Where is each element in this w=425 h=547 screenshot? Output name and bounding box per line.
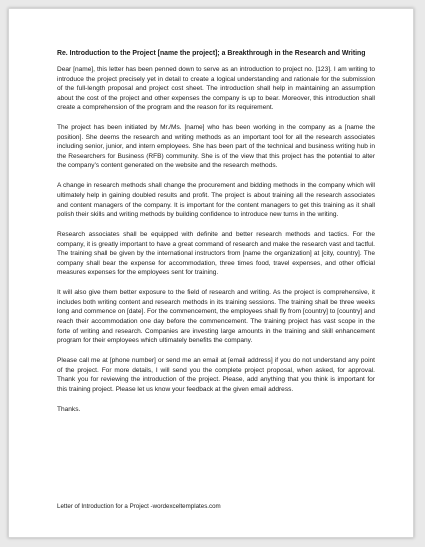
paragraph-contact: Please call me at [phone number] or send me an email at [email address] if you do not understand any point of the project. For more details, I will send you the complete project proposal, when asked, for approval. Thank you for reviewing the introduction of the project. Please, add anything that you think is important for this training project. Please let us know your feedback at the given email address. — [57, 357, 375, 393]
paragraph-intro: Dear [name], this letter has been penned down to serve as an introduction to project no. [123]. I am writing to introduce the project precisely yet in detail to create a logical understanding and rationale for the submission of the full-length proposal and project cost sheet. The introduction shall help in maintaining an assumption about the cost of the project and other expenses the company is up to bear. Moreover, this introduction shall create a comprehension of the program and the reason for its requirement. — [57, 66, 375, 112]
letter-subject: Re. Introduction to the Project [name the project]; a Breakthrough in the Research and Writing — [57, 50, 366, 57]
paragraph-research-associates: Research associates shall be equipped with definite and better research methods and tactics. For the company, it is greatly important to have a great command of research and make the research vast and tactful. The training shall be given by the international instructors from [name the organization] at [city, country]. The company shall bear the expense for accommodation, three times food, travel expenses, and other official measures expenses for the employees sent for training. — [57, 231, 375, 277]
page-footer: Letter of Introduction for a Project -wordexceltemplates.com — [57, 503, 221, 510]
closing-thanks: Thanks. — [57, 405, 81, 413]
document-page — [8, 8, 414, 538]
paragraph-exposure: It will also give them better exposure to the field of research and writing. As the project is comprehensive, it includes both writing content and research methods in its training sessions. The training shall be three weeks long and commence on [date]. For the commencement, the employees shall fly from [country] to [country] and reach their accommodation one day before the commencement. The training project has vast scope in the forte of writing and research. Companies are investing large amounts in the training and skill enhancement program for their employees which ultimately benefits the company. — [57, 289, 375, 345]
letter-body — [57, 49, 375, 425]
paragraph-initiator: The project has been initiated by Mr./Ms. [name] who has been working in the company as a [name the position]. She deems the research and writing methods as an important tool for all the research associates including senior, junior, and intern employees. She has been part of the technical and business writing hub in the Researchers for Business (RFB) community. She is of the view that this project has the potential to alter the company’s content generated on the website and the research methods. — [57, 124, 375, 170]
paragraph-research-methods: A change in research methods shall change the procurement and bidding methods in the company which will ultimately help in gaining doubled results and profit. The project is about training all the research associates and content managers of the company. It is important for the content managers to get this training as it shall polish their skills and writing methods by building confidence to introduce new turns in the writing. — [57, 182, 375, 219]
